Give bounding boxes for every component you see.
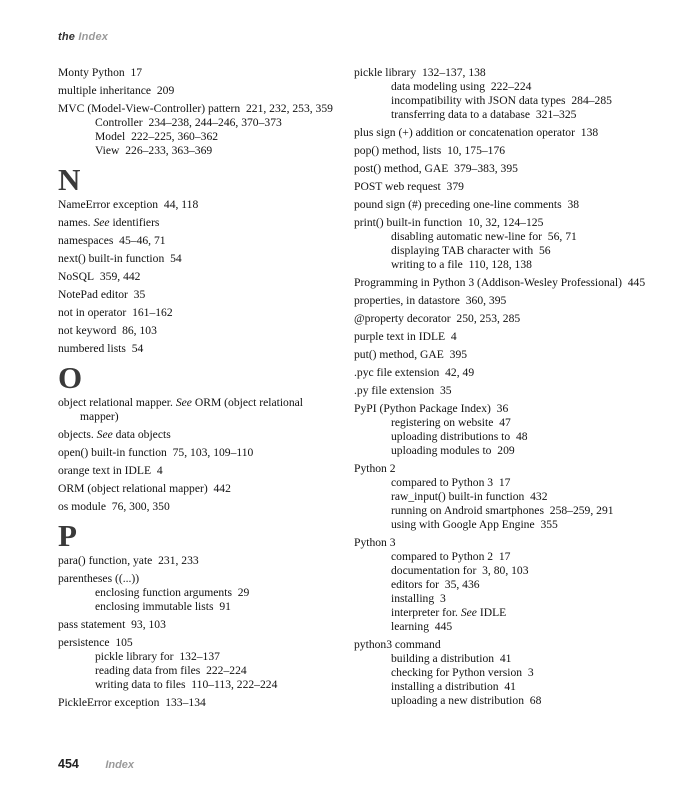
index-entry-main (58, 252, 182, 265)
index-subentry (80, 586, 338, 600)
index-entry-pages: 359, 442 (99, 270, 141, 283)
index-column-left (58, 66, 338, 714)
index-entry-main (354, 276, 645, 289)
index-subentry-pages: 47 (499, 416, 511, 429)
index-entry-pages: 395 (449, 348, 468, 361)
index-entry-main (354, 144, 505, 157)
index-entry-pages: 86, 103 (122, 324, 157, 337)
index-entry-term: PyPI (Python Package Index) (354, 402, 491, 415)
index-subentry-pages: 41 (499, 652, 512, 665)
footer-label: Index (105, 759, 135, 771)
index-subentry-see-target: IDLE (479, 606, 507, 619)
index-subentry (376, 94, 654, 108)
index-entry-pages: 35 (439, 384, 452, 397)
index-entry (58, 482, 338, 496)
index-entry-main (58, 234, 166, 247)
index-subentry-pages: 258–259, 291 (549, 504, 614, 517)
index-subentry (376, 490, 654, 504)
index-entry-main (58, 270, 140, 283)
index-entry (58, 618, 338, 632)
index-subentry-term: documentation for (391, 564, 477, 577)
index-subentry-term: checking for Python version (391, 666, 523, 679)
index-entry-main (58, 396, 303, 423)
index-entry-pages: 76, 300, 350 (111, 500, 170, 513)
index-entry-main (58, 482, 231, 495)
index-group-p (58, 554, 338, 710)
index-entry-term: put() method, GAE (354, 348, 444, 361)
index-entry (58, 464, 338, 478)
index-entry-main (354, 462, 396, 475)
index-entry-term: print() built-in function (354, 216, 463, 229)
index-entry-term: properties, in datastore (354, 294, 460, 307)
index-entry-main (354, 216, 543, 229)
index-subentry (376, 80, 654, 94)
index-entry-pages: 17 (130, 66, 143, 79)
index-entry-pages: 379 (446, 180, 464, 193)
index-entry (354, 366, 654, 380)
index-entry (58, 216, 338, 230)
index-entry-term: persistence (58, 636, 110, 649)
index-entry (58, 396, 338, 424)
index-entry-main (354, 402, 508, 415)
index-subentry-term: interpreter for. (391, 606, 458, 619)
index-entry-term: Python 2 (354, 462, 396, 475)
index-subentry-term: editors for (391, 578, 439, 591)
index-entry (354, 126, 654, 140)
letter-heading-n: N (58, 162, 81, 197)
index-entry-main (58, 342, 143, 355)
index-entry (354, 276, 654, 290)
index-subentry (376, 652, 654, 666)
index-entry-see-target: data objects (115, 428, 171, 441)
index-entry-pages: 250, 253, 285 (456, 312, 521, 325)
index-entry (58, 102, 338, 158)
index-entry-term: PickleError exception (58, 696, 160, 709)
index-subentry-pages: 3, 80, 103 (482, 564, 529, 577)
index-subentry-pages: 132–137 (179, 650, 220, 663)
index-entry (58, 446, 338, 460)
index-subentry-term: raw_input() built-in function (391, 490, 525, 503)
index-entry-term: .py file extension (354, 384, 435, 397)
index-entry-pages: 93, 103 (131, 618, 166, 631)
index-subentry-term: writing to a file (391, 258, 463, 271)
index-entry-term: NotePad editor (58, 288, 128, 301)
index-entry-pages: 42, 49 (445, 366, 475, 379)
index-entry-term: not keyword (58, 324, 117, 337)
index-entry (354, 348, 654, 362)
index-subentry (80, 650, 338, 664)
index-subentry-pages: 209 (497, 444, 515, 457)
index-entry (58, 234, 338, 248)
index-entry-main (354, 330, 457, 343)
index-entry-main (58, 102, 333, 115)
index-subentry (376, 444, 654, 458)
index-subentry-pages: 445 (434, 620, 453, 633)
index-entry-main (58, 618, 166, 631)
index-subentry-pages: 48 (515, 430, 528, 443)
index-entry (58, 66, 338, 80)
index-subentry-pages: 56, 71 (547, 230, 577, 243)
index-subentry-term: compared to Python 2 (391, 550, 494, 563)
index-entry-main (58, 428, 171, 441)
index-entry-main (354, 66, 486, 79)
index-subentry (80, 678, 338, 692)
index-entry-pages: 36 (496, 402, 509, 415)
index-entry-pages: 4 (156, 464, 163, 477)
index-subentry-term: uploading distributions to (391, 430, 511, 443)
index-entry (58, 572, 338, 614)
index-entry-main (354, 536, 396, 549)
index-subentry-term: reading data from files (95, 664, 201, 677)
page-number: 454 (58, 757, 79, 771)
index-entry (58, 324, 338, 338)
index-subentry-term: uploading a new distribution (391, 694, 524, 707)
index-entry-main (354, 198, 579, 211)
letter-heading-p: P (58, 518, 77, 553)
index-entry-main (58, 696, 206, 709)
index-entry-term: MVC (Model-View-Controller) pattern (58, 102, 241, 115)
index-entry-term: object relational mapper. (58, 396, 173, 409)
index-column-right (354, 66, 654, 712)
index-entry (354, 638, 654, 708)
index-entry-pages: 138 (580, 126, 599, 139)
letter-heading-o: O (58, 360, 83, 395)
index-subentry-term: Controller (95, 116, 143, 129)
index-subentry-term: installing (391, 592, 435, 605)
index-entry-pages: 133–134 (165, 696, 206, 709)
index-entry-main (58, 572, 139, 585)
index-entry-term: multiple inheritance (58, 84, 152, 97)
index-entry-pages: 45–46, 71 (119, 234, 166, 247)
index-entry-pages: 54 (170, 252, 182, 265)
index-entry-term: ORM (object relational mapper) (58, 482, 208, 495)
index-entry-term: python3 command (354, 638, 441, 651)
index-entry-main (58, 554, 199, 567)
index-subentry-term: transferring data to a database (391, 108, 531, 121)
index-entry-pages: 4 (450, 330, 457, 343)
index-subentry-term: using with Google App Engine (391, 518, 535, 531)
index-entry-main (58, 66, 142, 79)
index-entry-pages: 10, 32, 124–125 (468, 216, 544, 229)
index-entry-pages: 75, 103, 109–110 (172, 446, 254, 459)
index-entry (354, 330, 654, 344)
index-subentry (376, 592, 654, 606)
index-entry-pages: 360, 395 (465, 294, 507, 307)
index-entry-main (58, 306, 173, 319)
index-subentry-term: installing a distribution (391, 680, 499, 693)
index-entry-term: names. (58, 216, 91, 229)
index-entry (58, 342, 338, 356)
index-entry-main (354, 366, 474, 379)
page-footer (58, 755, 134, 773)
index-subentry-pages: 355 (540, 518, 558, 531)
index-entry-term: pass statement (58, 618, 126, 631)
index-entry (354, 162, 654, 176)
index-subentry (80, 144, 338, 158)
index-subentry (376, 430, 654, 444)
index-subentry (80, 664, 338, 678)
index-entry (58, 84, 338, 98)
index-entry (354, 312, 654, 326)
index-subentry (80, 130, 338, 144)
index-subentry (376, 680, 654, 694)
index-subentry-pages: 222–225, 360–362 (131, 130, 219, 143)
index-entry-pages: 54 (131, 342, 144, 355)
index-entry-term: Python 3 (354, 536, 396, 549)
index-subentry (376, 244, 654, 258)
index-subentry-pages: 56 (538, 244, 551, 257)
index-subentry-term: enclosing immutable lists (95, 600, 214, 613)
index-subentry-pages: 17 (498, 550, 511, 563)
index-entry (58, 554, 338, 568)
index-subentry-pages: 110, 128, 138 (468, 258, 532, 271)
index-entry-term: open() built-in function (58, 446, 167, 459)
index-entry-pages: 379–383, 395 (454, 162, 518, 175)
index-subentry (376, 476, 654, 490)
index-entry-term: POST web request (354, 180, 441, 193)
index-entry-term: plus sign (+) addition or concatenation operator (354, 126, 575, 139)
index-entry-term: pound sign (#) preceding one-line comments (354, 198, 562, 211)
index-entry (354, 180, 654, 194)
index-entry (354, 66, 654, 122)
index-entry (58, 252, 338, 266)
index-entry-term: pickle library (354, 66, 417, 79)
index-entry-main (354, 294, 506, 307)
index-entry-pages: 161–162 (132, 306, 173, 319)
index-subentry-term: running on Android smartphones (391, 504, 544, 517)
index-subentry (376, 518, 654, 532)
index-entry-term: Programming in Python 3 (Addison-Wesley Professional) (354, 276, 622, 289)
index-subentry-pages: 226–233, 363–369 (125, 144, 213, 157)
index-subentry (376, 258, 654, 272)
index-subentry (376, 694, 654, 708)
index-subentry (80, 116, 338, 130)
index-entry-see: See (96, 428, 113, 441)
index-entry (354, 402, 654, 458)
index-subentry-term: learning (391, 620, 429, 633)
index-subentry-term: data modeling using (391, 80, 486, 93)
index-subentry-term: writing data to files (95, 678, 186, 691)
index-subentry-pages: 29 (237, 586, 250, 599)
index-entry (354, 216, 654, 272)
index-entry-pages: 231, 233 (158, 554, 199, 567)
index-subentry-pages: 222–224 (490, 80, 532, 93)
index-subentry-term: Model (95, 130, 126, 143)
index-subentry-term: enclosing function arguments (95, 586, 232, 599)
index-subentry-term: registering on website (391, 416, 494, 429)
index-entry (354, 384, 654, 398)
index-entry-term: .pyc file extension (354, 366, 440, 379)
index-entry (58, 636, 338, 692)
index-entry (354, 536, 654, 634)
index-subentry (376, 108, 654, 122)
index-entry-term: next() built-in function (58, 252, 165, 265)
index-subentry-pages: 35, 436 (444, 578, 480, 591)
index-entry (354, 294, 654, 308)
index-subentry-term: disabling automatic new-line for (391, 230, 542, 243)
header-index: Index (78, 31, 109, 43)
index-entry-term: para() function, yate (58, 554, 153, 567)
index-subentry-pages: 321–325 (535, 108, 577, 121)
header-the: the (58, 31, 76, 43)
index-entry-pages: 445 (627, 276, 646, 289)
index-entry-term: post() method, GAE (354, 162, 449, 175)
index-entry-term: objects. (58, 428, 94, 441)
index-group-o (58, 396, 338, 514)
index-entry-main (58, 636, 133, 649)
index-entry-pages: 10, 175–176 (447, 144, 506, 157)
index-subentry (376, 564, 654, 578)
index-entry-main (58, 500, 170, 513)
index-subentry-see: See (460, 606, 477, 619)
index-entry-pages: 442 (213, 482, 231, 495)
index-entry-term: NoSQL (58, 270, 95, 283)
index-entry-pages: 44, 118 (163, 198, 199, 211)
index-entry-main (58, 216, 159, 229)
index-subentry-pages: 68 (529, 694, 542, 707)
index-entry (58, 428, 338, 442)
index-entry-term: purple text in IDLE (354, 330, 446, 343)
index-group-m (58, 66, 338, 158)
index-entry-term: @property decorator (354, 312, 451, 325)
index-subentry-pages: 234–238, 244–246, 370–373 (148, 116, 282, 129)
index-entry-pages: 132–137, 138 (421, 66, 486, 79)
index-subentry-pages: 110–113, 222–224 (191, 678, 278, 691)
index-subentry (80, 600, 338, 614)
index-entry (58, 270, 338, 284)
index-entry-main (354, 312, 520, 325)
index-entry-main (354, 162, 518, 175)
index-subentry-pages: 17 (498, 476, 511, 489)
index-subentry-term: uploading modules to (391, 444, 492, 457)
index-entry-term: Monty Python (58, 66, 125, 79)
index-entry-term: parentheses ((...)) (58, 572, 140, 585)
index-subentry (376, 606, 654, 620)
index-entry (354, 198, 654, 212)
index-subentry-term: compared to Python 3 (391, 476, 494, 489)
index-entry-term: namespaces (58, 234, 114, 247)
index-entry-term: numbered lists (58, 342, 126, 355)
index-subentry-pages: 284–285 (571, 94, 612, 107)
index-subentry-term: displaying TAB character with (391, 244, 534, 257)
index-group-n (58, 198, 338, 356)
index-subentry-pages: 432 (530, 490, 548, 503)
index-entry (354, 144, 654, 158)
index-subentry-pages: 3 (439, 592, 446, 605)
index-entry-main (58, 324, 157, 337)
index-subentry-term: pickle library for (95, 650, 174, 663)
index-group-p-continued (354, 66, 654, 708)
index-entry-main (354, 348, 467, 361)
index-entry-term: not in operator (58, 306, 127, 319)
index-subentry-pages: 41 (504, 680, 516, 693)
index-entry-main (58, 198, 198, 211)
index-entry (58, 696, 338, 710)
index-entry-pages: 221, 232, 253, 359 (245, 102, 333, 115)
index-subentry-term: building a distribution (391, 652, 495, 665)
index-entry (58, 288, 338, 302)
index-subentry-term: incompatibility with JSON data types (391, 94, 566, 107)
index-subentry-pages: 91 (219, 600, 231, 613)
index-subentry-pages: 3 (527, 666, 534, 679)
index-entry-pages: 105 (115, 636, 133, 649)
running-header (58, 31, 108, 43)
index-entry-pages: 38 (567, 198, 580, 211)
index-entry-term: pop() method, lists (354, 144, 442, 157)
index-subentry (376, 620, 654, 634)
index-entry (58, 198, 338, 212)
index-entry (58, 500, 338, 514)
index-entry-term: os module (58, 500, 106, 513)
index-entry-main (58, 84, 174, 97)
index-entry-main (58, 288, 145, 301)
index-entry-pages: 35 (133, 288, 146, 301)
index-entry-main (354, 384, 452, 397)
index-entry-term: NameError exception (58, 198, 159, 211)
index-entry-see-target: ORM (object relational mapper) (80, 396, 304, 423)
index-subentry (376, 550, 654, 564)
index-entry (354, 462, 654, 532)
index-entry-main (58, 464, 163, 477)
index-entry-term: orange text in IDLE (58, 464, 152, 477)
index-entry (58, 306, 338, 320)
index-subentry-pages: 222–224 (206, 664, 247, 677)
index-subentry (376, 504, 654, 518)
index-subentry (376, 416, 654, 430)
index-entry-see-target: identifiers (112, 216, 160, 229)
index-entry-see: See (93, 216, 110, 229)
index-subentry (376, 230, 654, 244)
index-subentry (376, 578, 654, 592)
index-entry-main (354, 180, 464, 193)
index-entry-see: See (175, 396, 192, 409)
index-subentry (376, 666, 654, 680)
index-entry-main (58, 446, 253, 459)
index-subentry-term: View (95, 144, 120, 157)
index-entry-main (354, 126, 598, 139)
index-entry-main (354, 638, 441, 651)
index-entry-pages: 209 (156, 84, 175, 97)
